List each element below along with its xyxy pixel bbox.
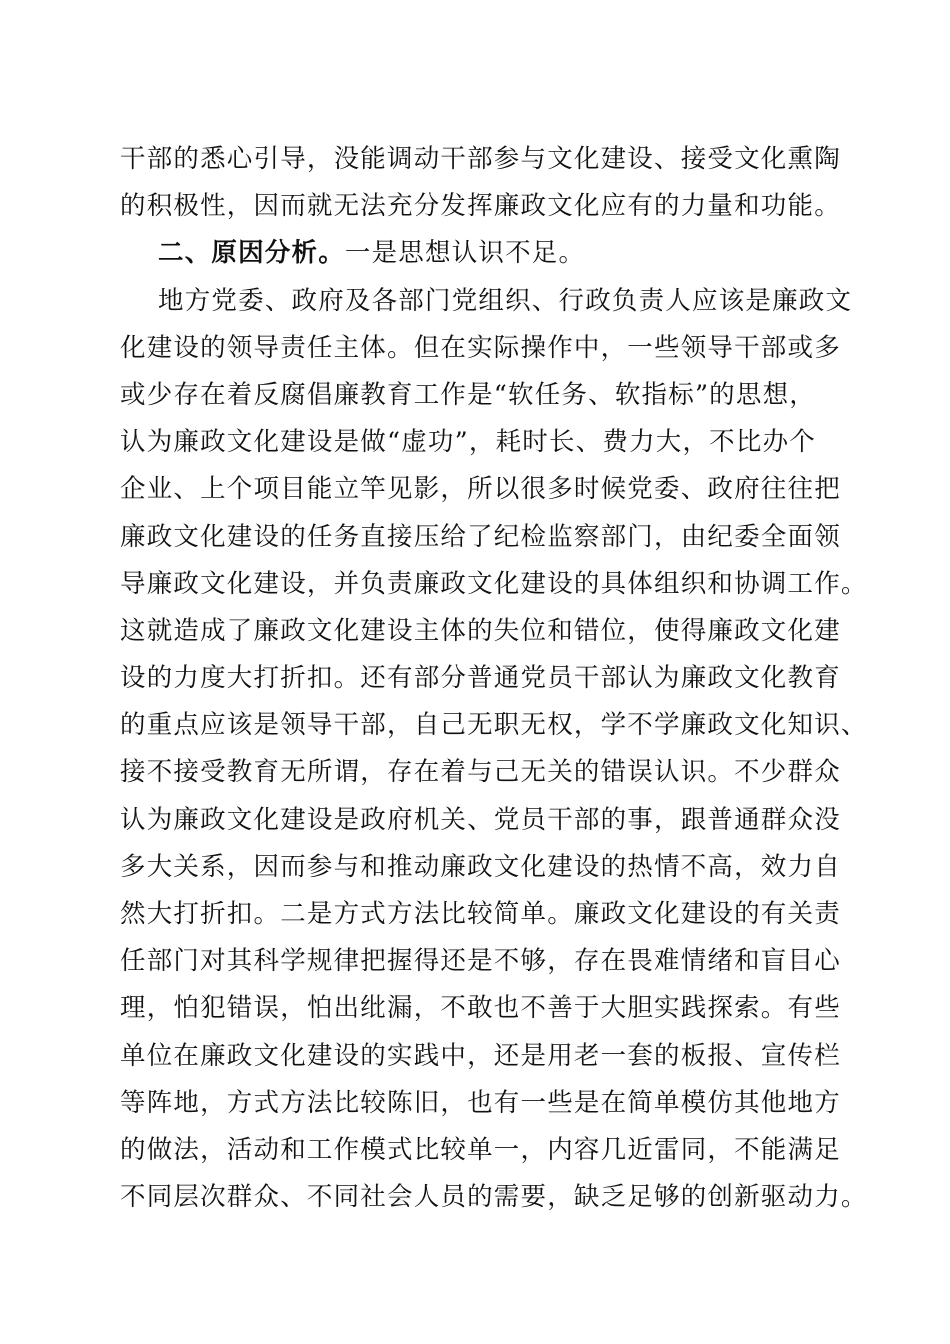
body-text bbox=[120, 136, 868, 1221]
section-heading-bold: 二、原因分析。 bbox=[158, 238, 345, 269]
text-line: 廉政文化建设的任务直接压给了纪检监察部门，由纪委全面领 bbox=[120, 521, 841, 552]
text-line: 不同层次群众、不同社会人员的需要，缺乏足够的创新驱动力。 bbox=[120, 1182, 868, 1213]
text-line: 接不接受教育无所谓，存在着与己无关的错误认识。不少群众 bbox=[120, 757, 841, 788]
text-line: 化建设的领导责任主体。但在实际操作中，一些领导干部或多 bbox=[120, 332, 841, 363]
text-line: 导廉政文化建设，并负责廉政文化建设的具体组织和协调工作。 bbox=[120, 568, 868, 599]
text-line: 的做法，活动和工作模式比较单一，内容几近雷同，不能满足 bbox=[120, 1134, 841, 1165]
text-line: 的积极性，因而就无法充分发挥廉政文化应有的力量和功能。 bbox=[120, 191, 841, 222]
text-line: 多大关系，因而参与和推动廉政文化建设的热情不高，效力自 bbox=[120, 851, 841, 882]
text-line: 理，怕犯错误，怕出纰漏，不敢也不善于大胆实践探索。有些 bbox=[120, 993, 841, 1024]
text-line: 认为廉政文化建设是政府机关、党员干部的事，跟普通群众没 bbox=[120, 804, 841, 835]
text-line: 任部门对其科学规律把握得还是不够，存在畏难情绪和盲目心 bbox=[120, 946, 841, 977]
section-heading bbox=[120, 230, 850, 277]
text-line: 或少存在着反腐倡廉教育工作是“软任务、软指标”的思想， bbox=[120, 379, 816, 410]
text-line: 认为廉政文化建设是做“虚功”，耗时长、费力大，不比办个 bbox=[120, 427, 816, 458]
text-line: 然大打折扣。二是方式方法比较简单。廉政文化建设的有关责 bbox=[120, 899, 841, 929]
text-line: 设的力度大打折扣。还有部分普通党员干部认为廉政文化教育 bbox=[120, 663, 841, 694]
text-line: 干部的悉心引导，没能调动干部参与文化建设、接受文化熏陶 bbox=[120, 144, 841, 174]
text-line: 单位在廉政文化建设的实践中，还是用老一套的板报、宣传栏 bbox=[120, 1040, 841, 1071]
text-line: 这就造成了廉政文化建设主体的失位和错位，使得廉政文化建 bbox=[120, 615, 841, 646]
text-line: 等阵地，方式方法比较陈旧，也有一些是在简单模仿其他地方 bbox=[120, 1087, 841, 1118]
text-line: 企业、上个项目能立竿见影，所以很多时候党委、政府往往把 bbox=[120, 474, 841, 505]
section-heading-rest: 一是思想认识不足。 bbox=[344, 238, 586, 269]
text-line: 地方党委、政府及各部门党组织、行政负责人应该是廉政文 bbox=[158, 285, 853, 316]
text-line: 的重点应该是领导干部，自己无职无权，学不学廉政文化知识、 bbox=[120, 710, 868, 741]
